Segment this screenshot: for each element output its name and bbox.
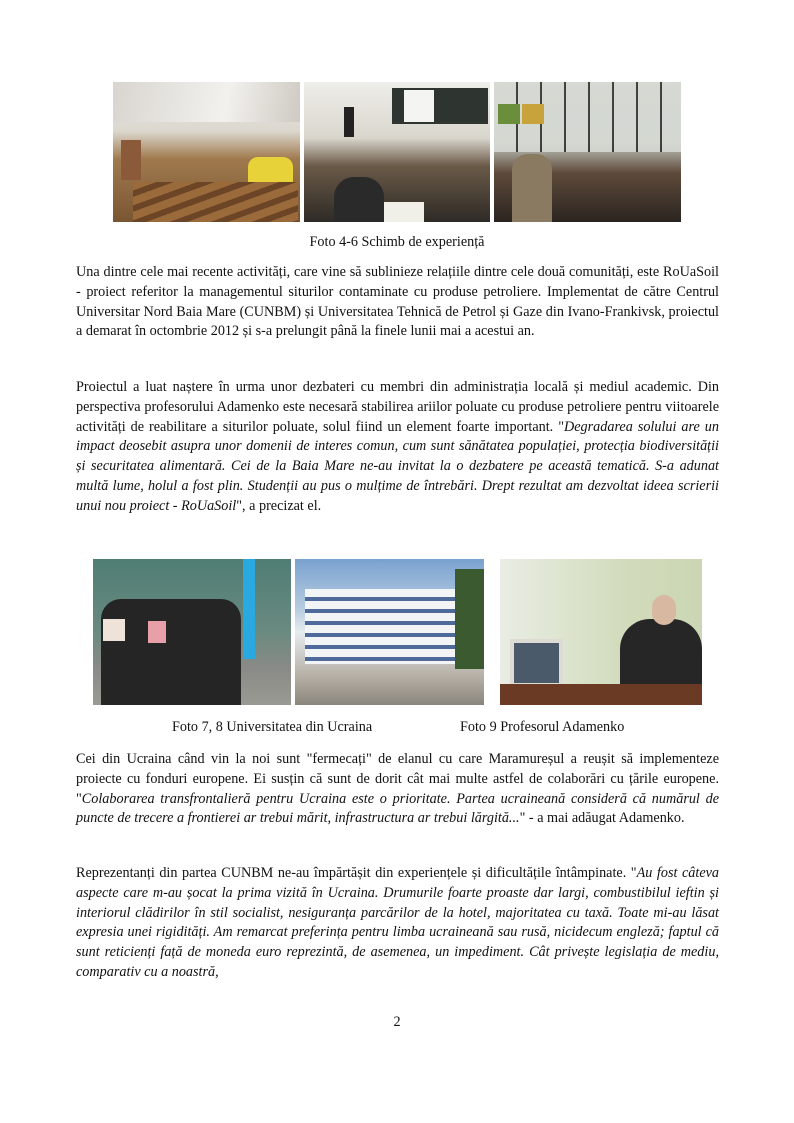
page-number: 2 [393,1014,401,1030]
university-building-photo [295,559,484,705]
lecture-hall-photo [113,82,300,222]
quote-text: Colaborarea transfrontalieră pentru Ucraina este o prioritate. Partea ucraineană consideră că numărul de puncte de trecere a frontierei ar trebui mărit, infrastructura ar trebui lărgită... [76,790,719,827]
paragraph-text: Reprezentanți din partea CUNBM ne-au împărtășit din experiențele și dificultățile întâmpinate. " [76,865,637,881]
photo-caption-professor: Foto 9 Profesorul Adamenko [460,719,625,735]
photo-caption-row1: Foto 4-6 Schimb de experiență [309,234,485,250]
paragraph-text: " - a mai adăugat Adamenko. [519,810,685,827]
quote-text: Au fost câteva aspecte care m-au șocat la prima vizită în Ucraina. Drumurile foarte proaste dar largi, combustibilul ieftin și interiorul clădirilor în stil socialist, nesiguranța parcărilor de la hotel, majoritatea cu taxă. Toate mi-au lăsat expresia unei rigidități. Am remarcat preferința pentru limba ucraineană sau rusă, nicidecum engleză; faptul că sunt reticienți față de moneda euro reprezintă, de asemenea, un impediment. Cât privește legislația de mediu, comparativ cu a noastră, [76,865,720,980]
delegation-group-photo [93,559,291,705]
quote-text: Degradarea solului are un impact deosebit asupra unor domenii de interes comun, cum sunt sănătatea populației, protecția biodiversității și securitatea alimentară. Cei de la Baia Mare ne-au invitat la o dezbatere pe această tematică. S-a adunat multă lume, holul a fost plin. Studenții au pus o mulțime de întrebări. Drept rezultat am dezvoltat ideea scrierii unui nou proiect - RoUaSoil [76,418,719,514]
paragraph-rouasoil-intro: Una dintre cele mai recente activități, care vine să sublinieze relațiile dintre cele două comunități, este RoUaSoil - proiect referitor la managementul siturilor contaminate cu produse petroliere. Implementat de către Centrul Universitar Nord Baia Mare (CUNBM) și Universitatea Tehnică de Petrol și Gaze din Ivano-Frankivsk, proiectul a demarat în octombrie 2012 și s-a prelungit până la finele lunii mai a acestui an. [76,264,719,340]
classroom-presentation-photo [304,82,490,222]
paragraph-project-origin [76,378,719,517]
paragraph-ukraine-views [76,750,719,829]
professor-office-photo [500,559,702,705]
map-room-meeting-photo [494,82,681,222]
paragraph-text: Proiectul a luat naștere în urma unor dezbateri cu membri din administrația locală și mediul academic. Din perspectiva profesorului Adamenko este necesară stabilirea ariilor poluate cu produse petroliere pentru viitoarele activități de reabilitare a siturilor poluate, solul fiind un element foarte important. " [76,379,719,435]
paragraph-cunbm-experience [76,864,719,983]
paragraph-text: Cei din Ucraina când vin la noi sunt "fermecați" de elanul cu care Maramureșul a reușit să implementeze proiecte cu fonduri europene. Ei susțin că sunt de dorit cât mai multe astfel de colaborări cu țările europene. " [76,751,719,807]
paragraph-text: ", a precizat el. [236,497,322,514]
photo-caption-university: Foto 7, 8 Universitatea din Ucraina [172,719,373,735]
